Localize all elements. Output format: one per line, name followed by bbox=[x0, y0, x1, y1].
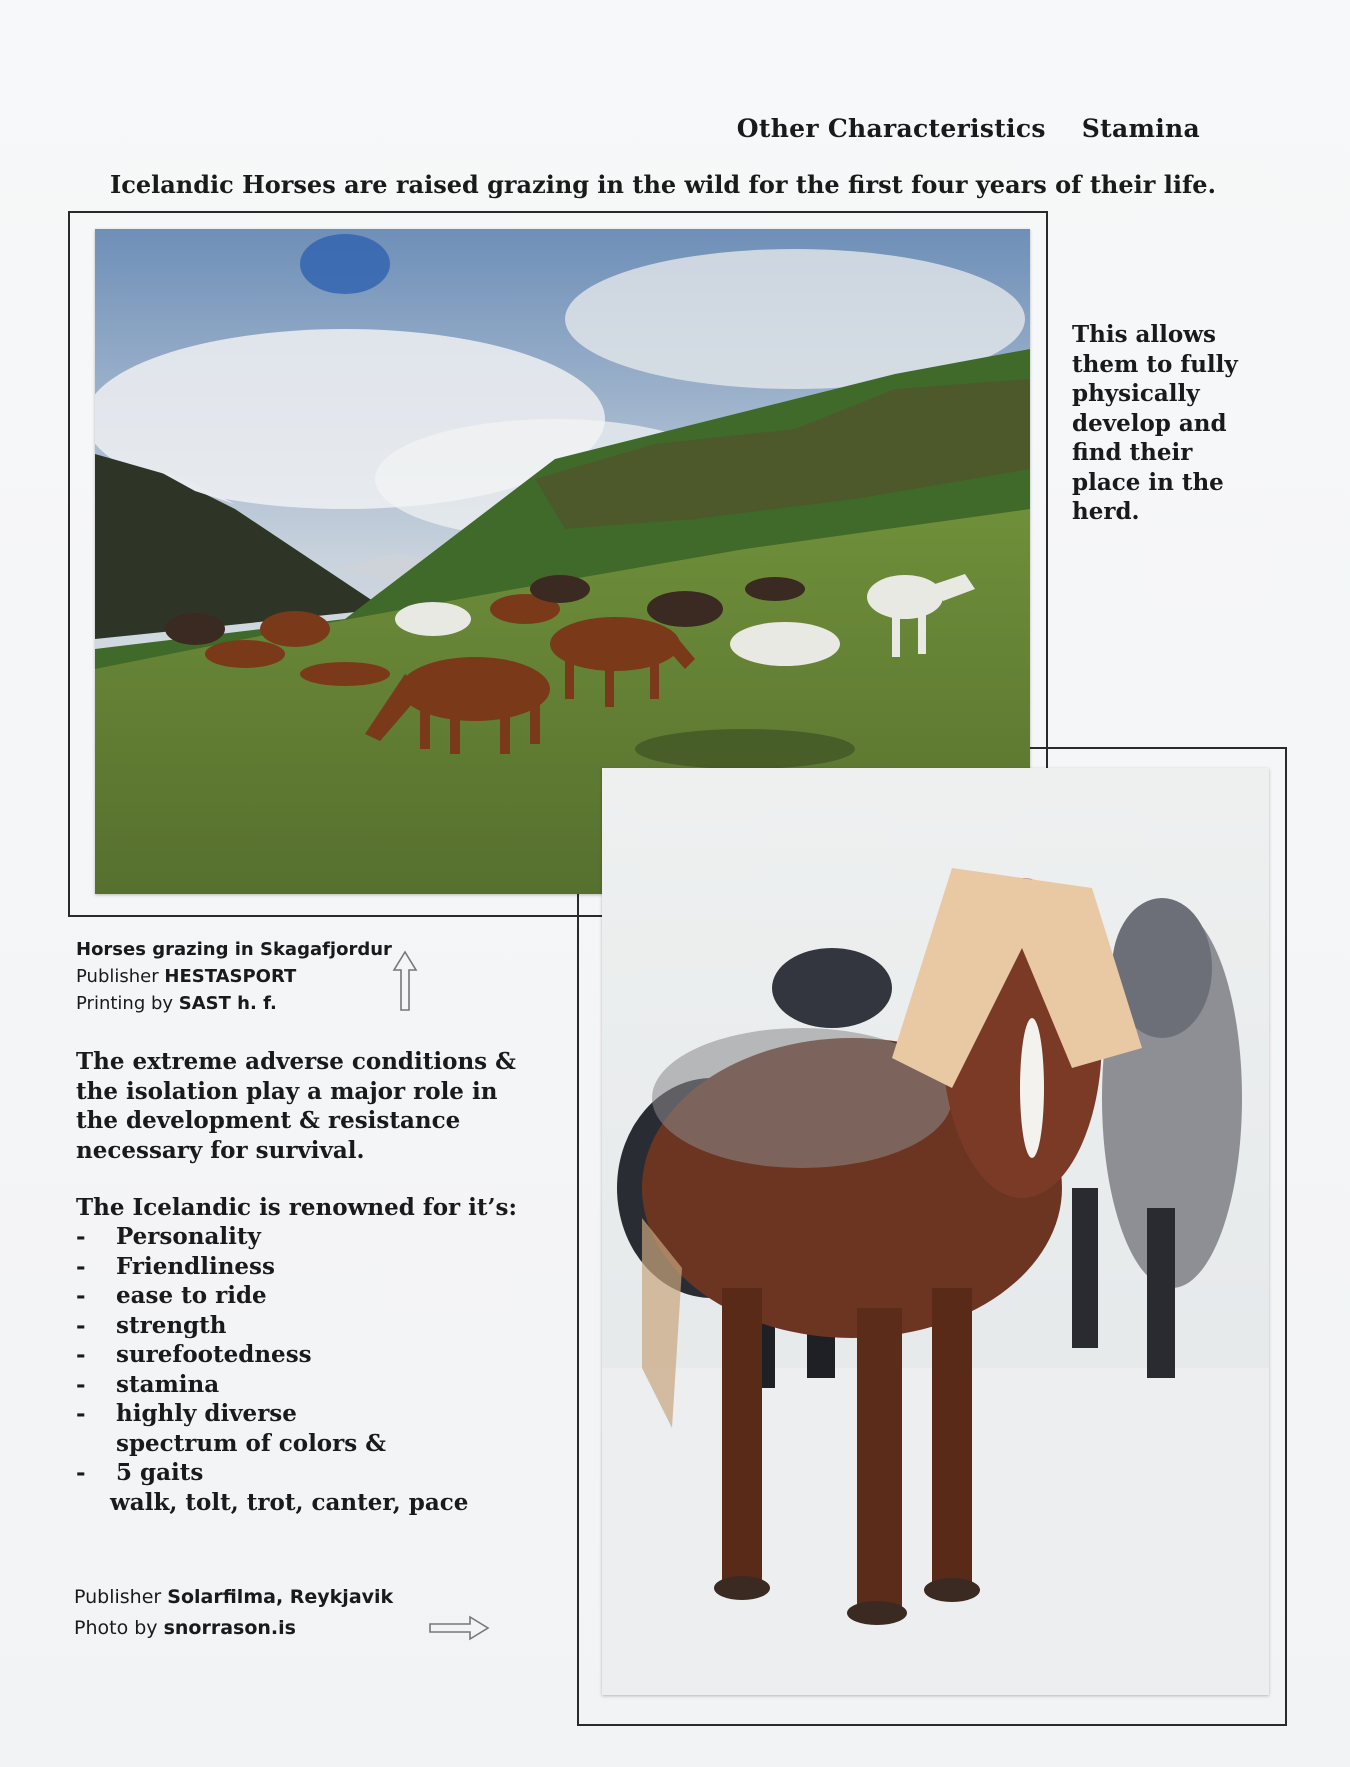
heading-section: Other Characteristics bbox=[736, 114, 1046, 143]
list-item-continuation: spectrum of colors & bbox=[116, 1429, 386, 1457]
credit-publisher-label: Publisher bbox=[74, 1586, 162, 1608]
list-item: - strength bbox=[76, 1311, 227, 1339]
list-item: - surefootedness bbox=[76, 1341, 312, 1368]
list-item: - Personality bbox=[76, 1223, 261, 1250]
heading-topic: Stamina bbox=[1081, 114, 1200, 143]
sidenote-text: This allows them to fully physically develop and find their place in the herd. bbox=[1072, 321, 1238, 525]
page-heading bbox=[737, 114, 1200, 143]
arrow-up-icon bbox=[392, 950, 418, 1016]
credit-photographer: snorrason.is bbox=[163, 1617, 296, 1639]
list-item: - 5 gaits bbox=[76, 1459, 204, 1486]
list-item: - Friendliness bbox=[76, 1252, 275, 1280]
caption-printing-label: Printing by bbox=[76, 993, 174, 1014]
credit-publisher: Solarfilma, Reykjavik bbox=[167, 1586, 394, 1608]
caption-publisher-label: Publisher bbox=[76, 966, 159, 987]
list-item: - stamina bbox=[76, 1370, 220, 1398]
intro-text: Icelandic Horses are raised grazing in the wild for the first four years of their life. bbox=[110, 170, 1216, 199]
caption-top bbox=[76, 936, 392, 1017]
list-item: - highly diverse bbox=[76, 1400, 297, 1427]
traits-list bbox=[76, 1222, 468, 1517]
credit-photo-label: Photo by bbox=[74, 1617, 158, 1639]
conditions-paragraph: The extreme adverse conditions & the isolation play a major role in the development & resistance necessary for survival. bbox=[76, 1048, 516, 1164]
postcard-horses-in-snow bbox=[602, 768, 1269, 1695]
caption-printer: SAST h. f. bbox=[178, 993, 277, 1014]
caption-publisher: HESTASPORT bbox=[164, 966, 297, 987]
gaits-list: walk, tolt, trot, canter, pace bbox=[110, 1488, 469, 1516]
snow-horses-illustration bbox=[602, 768, 1269, 1695]
renowned-lead: The Icelandic is renowned for it’s: bbox=[76, 1194, 517, 1221]
arrow-right-icon bbox=[428, 1615, 490, 1645]
list-item: - ease to ride bbox=[76, 1282, 267, 1309]
caption-title: Horses grazing in Skagafjordur bbox=[76, 939, 392, 960]
caption-bottom bbox=[74, 1582, 393, 1644]
